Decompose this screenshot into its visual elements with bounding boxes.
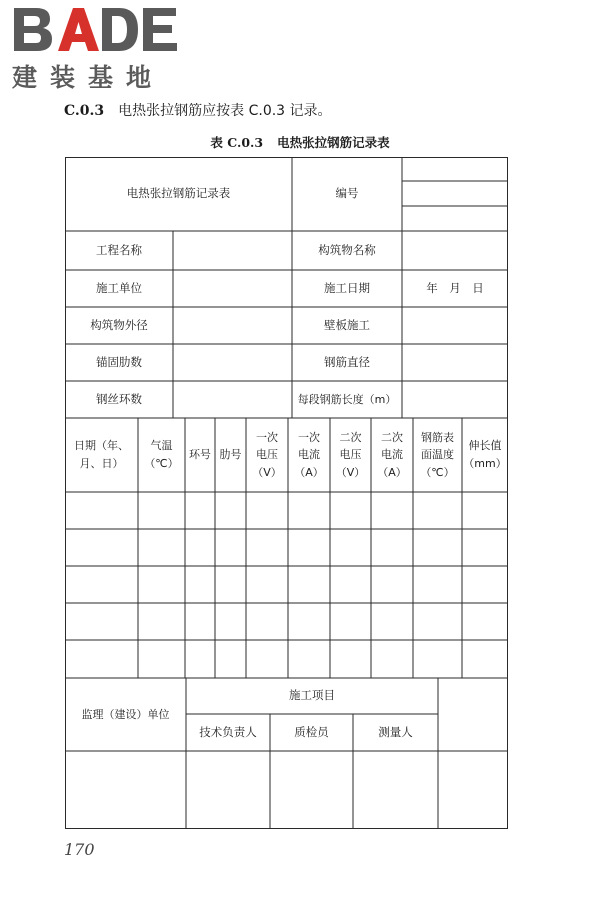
construction-date-label: 施工日期 — [324, 280, 370, 295]
project-name-label: 工程名称 — [96, 242, 142, 257]
table-caption-title: 电热张拉钢筋记录表 — [277, 135, 390, 150]
clause-text: 电热张拉钢筋应按表 C.0.3 记录。 — [118, 103, 332, 119]
logo-tagline: 建装基地 — [12, 63, 165, 92]
column-header-rib-no: 肋号 — [219, 448, 242, 462]
column-header-primary-current: 一次 电流 （A） — [294, 430, 324, 479]
construction-project-label: 施工项目 — [289, 688, 335, 703]
quality-inspector-label: 质检员 — [294, 724, 329, 739]
bade-logo-letters — [14, 8, 177, 51]
record-form — [65, 157, 508, 829]
clause-number: C.0.3 — [64, 103, 105, 119]
column-header-elongation: 伸长值 （mm） — [463, 439, 507, 470]
clause-line — [64, 100, 332, 120]
structure-name-label: 构筑物名称 — [318, 242, 376, 257]
construction-unit-label: 施工单位 — [96, 280, 142, 295]
date-blank: 年 月 日 — [426, 280, 484, 295]
anchor-rib-count-label: 锚固肋数 — [96, 354, 142, 369]
column-header-ring-no: 环号 — [189, 448, 211, 462]
bade-logo — [6, 2, 186, 94]
table-caption-number: 表 C.0.3 — [210, 135, 264, 150]
column-header-secondary-current: 二次 电流 （A） — [377, 430, 407, 479]
segment-length-label: 每段钢筋长度（m） — [297, 392, 397, 406]
wire-ring-count-label: 钢丝环数 — [96, 391, 142, 406]
column-header-date: 日期（年、 月、日） — [74, 439, 129, 470]
surveyor-label: 测量人 — [378, 724, 413, 739]
page-number: 170 — [64, 840, 95, 859]
outer-diameter-label: 构筑物外径 — [90, 317, 148, 332]
wall-panel-label: 壁板施工 — [324, 317, 370, 332]
technical-lead-label: 技术负责人 — [199, 724, 257, 739]
column-header-primary-voltage: 一次 电压 （V） — [252, 430, 282, 479]
rebar-diameter-label: 钢筋直径 — [324, 354, 370, 369]
supervision-unit-label: 监理（建设）单位 — [81, 707, 170, 721]
number-label-cell: 编号 — [335, 186, 359, 201]
form-title-cell: 电热张拉钢筋记录表 — [126, 186, 231, 201]
column-header-rebar-surface-temp: 钢筋表 面温度 （℃） — [420, 430, 455, 479]
table-caption — [0, 133, 600, 151]
column-header-secondary-voltage: 二次 电压 （V） — [335, 430, 366, 479]
column-header-air-temp: 气温 （℃） — [144, 439, 179, 470]
